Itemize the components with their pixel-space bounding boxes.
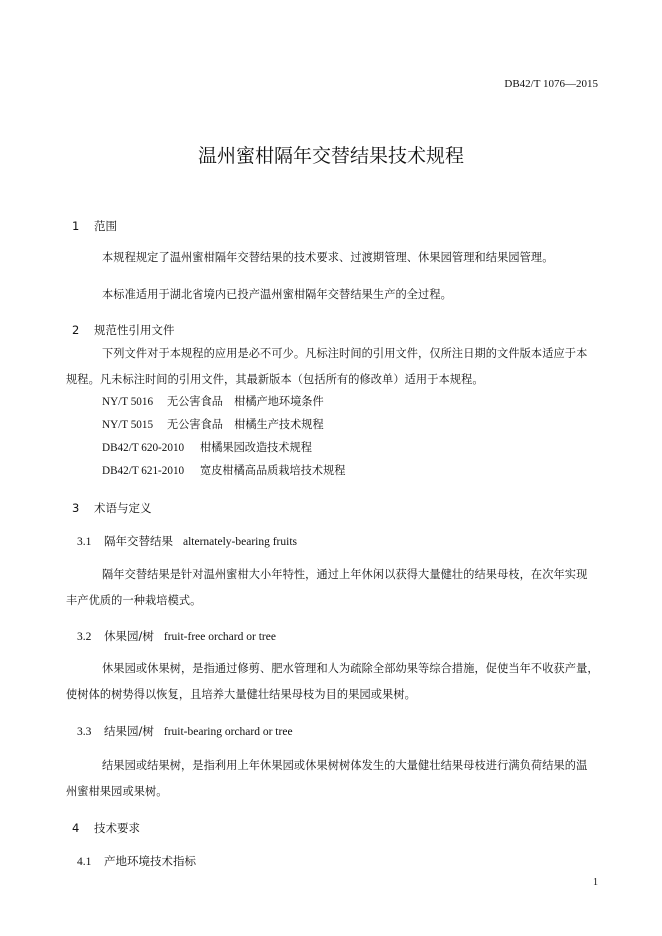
term-zh: 隔年交替结果 xyxy=(104,534,173,548)
term-zh: 结果园/树 xyxy=(104,724,154,738)
reference-item xyxy=(102,462,345,478)
section-number: 2 xyxy=(72,323,80,337)
term-en: fruit-bearing orchard or tree xyxy=(163,726,293,738)
reference-name: 宽皮柑橘高品质栽培技术规程 xyxy=(200,464,346,477)
section-heading-1 xyxy=(72,218,117,234)
reference-name: 柑橘果园改造技术规程 xyxy=(200,441,312,454)
subsection-number: 3.2 xyxy=(77,631,92,643)
reference-code: NY/T 5016 xyxy=(102,396,154,408)
reference-name: 无公害食品 柑橘产地环境条件 xyxy=(167,395,324,408)
page-number: 1 xyxy=(593,877,598,888)
subsection-heading-4-1 xyxy=(77,853,206,869)
term-zh: 休果园/树 xyxy=(104,629,154,643)
paragraph-line: 丰产优质的一种栽培模式。 xyxy=(66,594,202,607)
paragraph-line: 结果园或结果树，是指利用上年休果园或休果树树体发生的大量健壮结果母枝进行满负荷结果的温 xyxy=(102,759,588,772)
section-title: 范围 xyxy=(94,219,117,233)
section-heading-3 xyxy=(72,500,152,516)
section-number: 1 xyxy=(72,219,80,233)
section-title: 技术要求 xyxy=(94,821,140,835)
subsection-number: 3.3 xyxy=(77,726,92,738)
term-zh: 产地环境技术指标 xyxy=(104,854,196,868)
term-en: fruit-free orchard or tree xyxy=(163,631,276,643)
document-title: 温州蜜柑隔年交替结果技术规程 xyxy=(197,145,464,167)
reference-code: DB42/T 620-2010 xyxy=(102,442,185,454)
paragraph-line: 隔年交替结果是针对温州蜜柑大小年特性，通过上年休闲以获得大量健壮的结果母枝，在次年实现 xyxy=(102,568,588,581)
section-number: 4 xyxy=(72,821,80,835)
paragraph-line: 州蜜柑果园或果树。 xyxy=(66,785,168,798)
subsection-heading-3-3 xyxy=(77,723,293,739)
reference-item xyxy=(102,416,324,432)
reference-code: NY/T 5015 xyxy=(102,419,154,431)
section-heading-4 xyxy=(72,820,140,836)
reference-name: 无公害食品 柑橘生产技术规程 xyxy=(167,418,324,431)
section-heading-2 xyxy=(72,322,175,338)
section-number: 3 xyxy=(72,501,80,515)
standard-code: DB42/T 1076—2015 xyxy=(504,78,598,90)
section-title: 术语与定义 xyxy=(94,501,152,515)
paragraph: 本标准适用于湖北省境内已投产温州蜜柑隔年交替结果生产的全过程。 xyxy=(102,288,452,301)
reference-item xyxy=(102,439,312,455)
reference-item xyxy=(102,393,324,409)
reference-code: DB42/T 621-2010 xyxy=(102,465,185,477)
subsection-number: 3.1 xyxy=(77,536,92,548)
section-title: 规范性引用文件 xyxy=(94,323,175,337)
paragraph: 本规程规定了温州蜜柑隔年交替结果的技术要求、过渡期管理、休果园管理和结果园管理。 xyxy=(102,251,554,264)
paragraph-line: 下列文件对于本规程的应用是必不可少。凡标注时间的引用文件，仅所注日期的文件版本适应于本 xyxy=(102,347,588,360)
term-en: alternately-bearing fruits xyxy=(183,536,297,548)
subsection-heading-3-1 xyxy=(77,533,297,549)
paragraph-line: 休果园或休果树，是指通过修剪、肥水管理和人为疏除全部幼果等综合措施，促使当年不收获产量， xyxy=(102,662,599,675)
paragraph-line: 规程。凡未标注时间的引用文件，其最新版本（包括所有的修改单）适用于本规程。 xyxy=(66,373,484,386)
subsection-number: 4.1 xyxy=(77,856,92,868)
subsection-heading-3-2 xyxy=(77,628,276,644)
paragraph-line: 使树体的树势得以恢复，且培养大量健壮结果母枝为目的果园或果树。 xyxy=(66,688,416,701)
